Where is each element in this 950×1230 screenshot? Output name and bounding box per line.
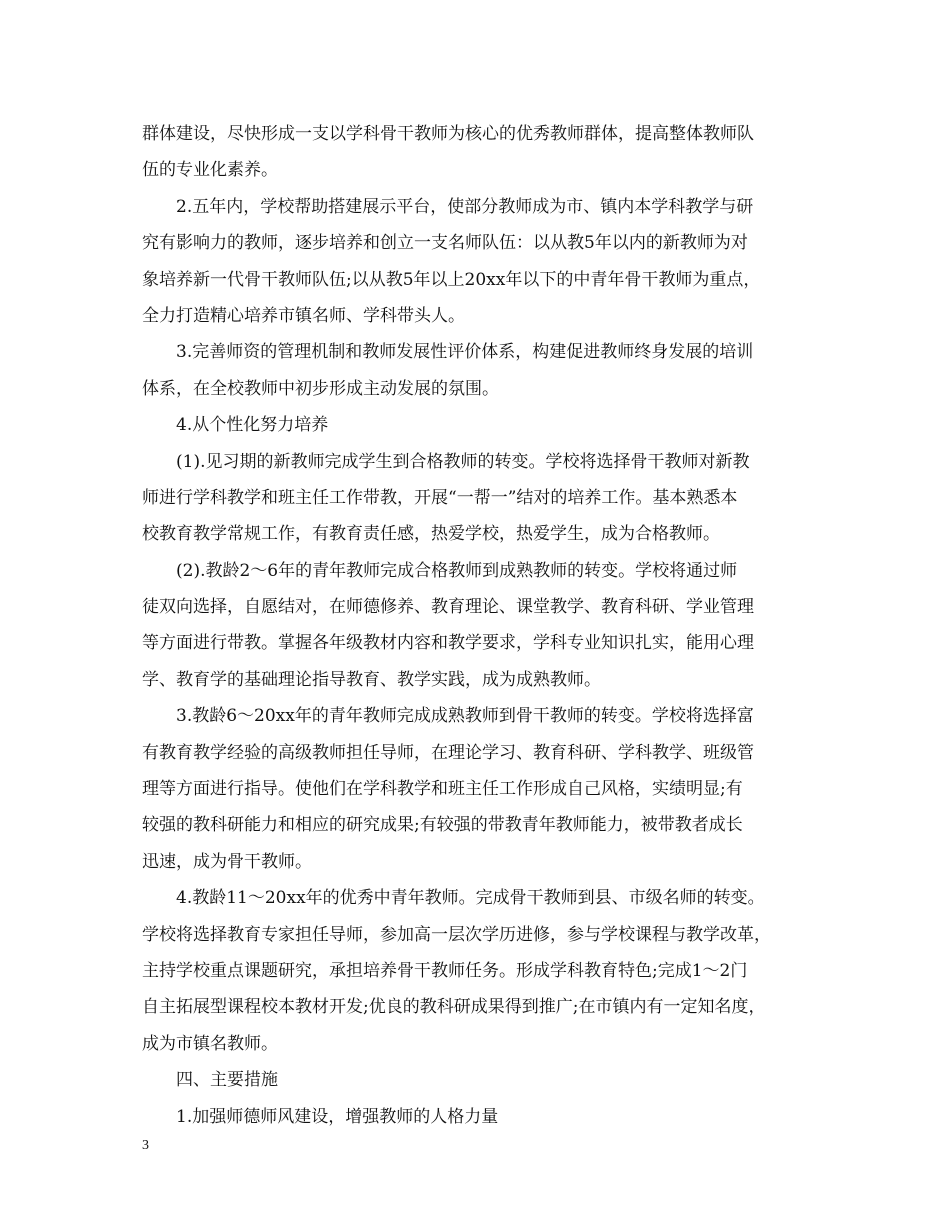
text-line: 伍的专业化素养。: [142, 160, 278, 181]
text-line: 3.完善师资的管理机制和教师发展性评价体系，构建促进教师终身发展的培训: [176, 342, 754, 363]
text-line: 校教育教学常规工作，有教育责任感，热爱学校，热爱学生，成为合格教师。: [142, 524, 720, 545]
text-line: 象培养新一代骨干教师队伍;以从教5年以上20xx年以下的中青年骨干教师为重点，: [142, 269, 761, 290]
page-number: 3: [142, 1138, 149, 1153]
text-line: 1.加强师德师风建设，增强教师的人格力量: [176, 1106, 499, 1127]
text-line: 体系，在全校教师中初步形成主动发展的氛围。: [142, 378, 499, 399]
text-line: 学、教育学的基础理论指导教育、教学实践，成为成熟教师。: [142, 669, 601, 690]
text-line: 师进行学科教学和班主任工作带教，开展“一帮一”结对的培养工作。基本熟悉本: [142, 487, 738, 508]
text-line: 全力打造精心培养市镇名师、学科带头人。: [142, 305, 465, 326]
text-line: 学校将选择教育专家担任导师，参加高一层次学历进修，参与学校课程与教学改革，: [142, 924, 771, 945]
text-line: 四、主要措施: [176, 1070, 278, 1091]
text-line: 理等方面进行指导。使他们在学科教学和班主任工作形成自己风格，实绩明显;有: [142, 779, 743, 800]
text-line: 主持学校重点课题研究，承担培养骨干教师任务。形成学科教育特色;完成1～2门: [142, 960, 748, 981]
text-line: 3.教龄6～20xx年的青年教师完成成熟教师到骨干教师的转变。学校将选择富: [176, 706, 754, 727]
text-line: 徒双向选择，自愿结对，在师德修养、教育理论、课堂教学、教育科研、学业管理: [142, 597, 754, 618]
text-line: 4.教龄11～20xx年的优秀中青年教师。完成骨干教师到县、市级名师的转变。: [176, 888, 765, 909]
text-line: 群体建设，尽快形成一支以学科骨干教师为核心的优秀教师群体，提高整体教师队: [142, 124, 754, 144]
text-line: (2).教龄2～6年的青年教师完成合格教师到成熟教师的转变。学校将通过师: [176, 560, 738, 581]
text-line: (1).见习期的新教师完成学生到合格教师的转变。学校将选择骨干教师对新教: [176, 451, 750, 472]
text-line: 成为市镇名教师。: [142, 1033, 278, 1054]
text-line: 自主拓展型课程校本教材开发;优良的教科研成果得到推广;在市镇内有一定知名度，: [142, 997, 766, 1018]
text-line: 4.从个性化努力培养: [176, 415, 329, 436]
text-line: 等方面进行带教。掌握各年级教材内容和教学要求，学科专业知识扎实，能用心理: [142, 633, 754, 654]
text-line: 2.五年内，学校帮助搭建展示平台，使部分教师成为市、镇内本学科教学与研: [176, 196, 754, 217]
text-line: 有教育教学经验的高级教师担任导师，在理论学习、教育科研、学科教学、班级管: [142, 742, 754, 763]
text-line: 究有影响力的教师，逐步培养和创立一支名师队伍：以从教5年以内的新教师为对: [142, 233, 748, 254]
text-line: 较强的教科研能力和相应的研究成果;有较强的带教青年教师能力，被带教者成长: [142, 815, 743, 836]
body-text: [142, 116, 832, 1135]
text-line: 迅速，成为骨干教师。: [142, 851, 312, 872]
